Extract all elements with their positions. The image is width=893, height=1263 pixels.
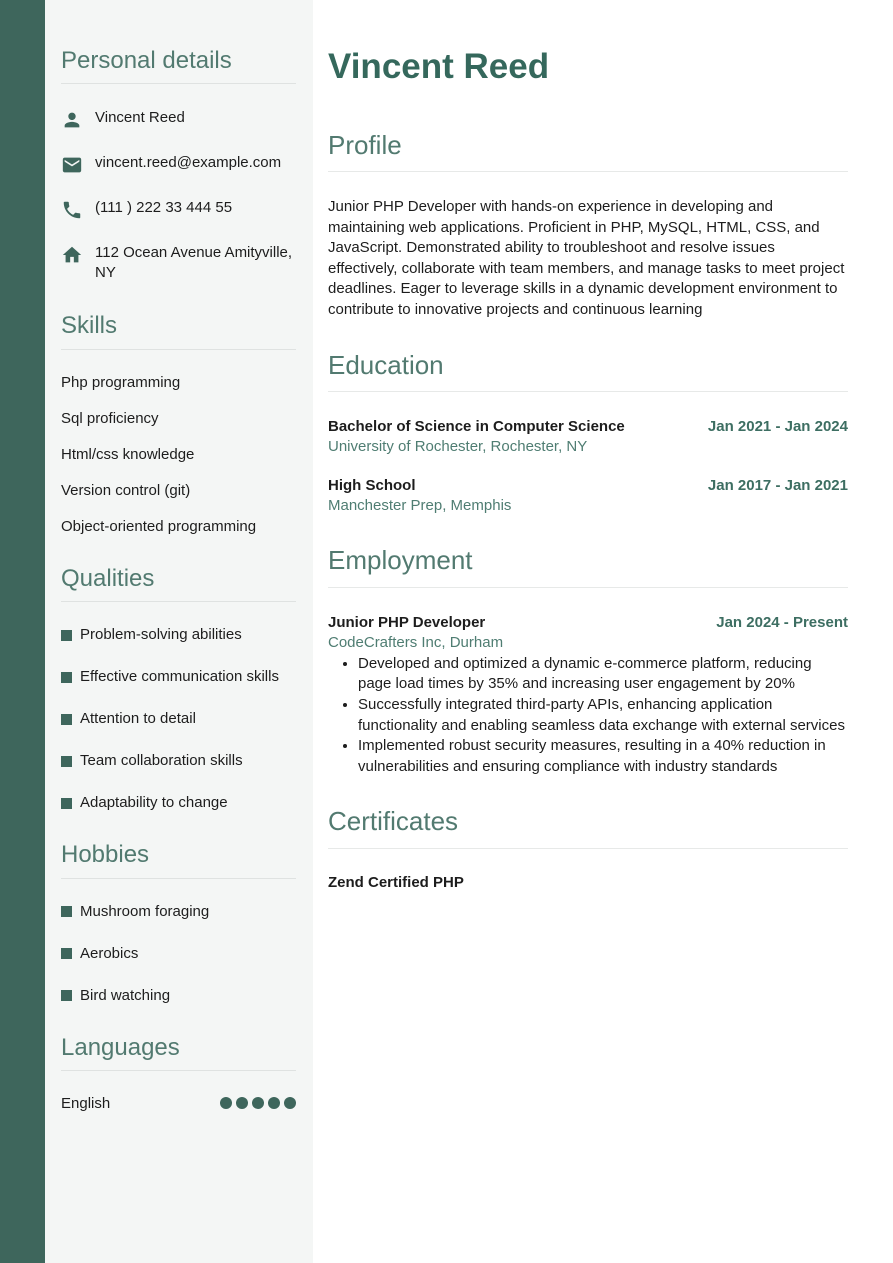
contact-row-name: [61, 108, 296, 131]
home-icon: [61, 244, 83, 266]
quality-item: Attention to detail: [61, 710, 296, 728]
degree-title: High School: [328, 477, 416, 495]
language-name: English: [61, 1094, 111, 1112]
certificate-item: Zend Certified PHP: [328, 874, 464, 891]
contact-phone: (111 ) 222 33 444 55: [95, 199, 233, 217]
accent-stripe: [0, 0, 45, 1263]
hobby-item: Mushroom foraging: [61, 903, 296, 921]
person-icon: [61, 109, 83, 131]
quality-item: Team collaboration skills: [61, 752, 296, 770]
divider: [328, 391, 848, 392]
skills-section: [61, 313, 296, 535]
job-achievement: • Implemented robust security measures, resulting in a 40% reduction in vulnerabilities and ensuring compliance with industry standards: [358, 736, 848, 777]
school-name: University of Rochester, Rochester, NY: [328, 438, 588, 456]
certificates-heading: Certificates: [328, 806, 459, 837]
profile-text: Junior PHP Developer with hands-on experience in developing and maintaining web applications. Proficient in PHP, MySQL, HTML, CSS, and JavaScript. Demonstrated ability to troubleshoot and resolve issues effectively, collaborate with team members, and manage tasks to meet project deadlines. Eager to leverage skills in a dynamic development environment to contribute to innovative projects and continuous learning: [328, 198, 845, 319]
employment-heading: Employment: [328, 545, 473, 576]
square-bullet-icon: [61, 906, 72, 917]
qualities-heading: Qualities: [61, 564, 155, 592]
hobbies-heading: Hobbies: [61, 841, 150, 869]
language-row: [61, 1095, 296, 1112]
hobby-item: Bird watching: [61, 987, 296, 1005]
main-content: [313, 0, 893, 1263]
phone-icon: [61, 199, 83, 221]
profile-section: [328, 131, 848, 321]
contact-row-phone: [61, 198, 296, 221]
job-achievement: • Successfully integrated third-party APIs, enhancing application functionality and enabling seamless data exchange with external services: [358, 695, 848, 736]
contact-email: vincent.reed@example.com: [95, 154, 282, 172]
language-level-dot: [252, 1097, 264, 1109]
email-icon: [61, 154, 83, 176]
language-level-indicator: [220, 1097, 296, 1109]
square-bullet-icon: [61, 630, 72, 641]
divider: [61, 349, 296, 350]
education-dates: Jan 2017 - Jan 2021: [707, 477, 848, 495]
employment-section: [328, 546, 848, 777]
divider: [61, 878, 296, 879]
contact-name: Vincent Reed: [95, 109, 185, 127]
language-level-dot: [268, 1097, 280, 1109]
education-dates: Jan 2021 - Jan 2024: [707, 418, 848, 436]
education-entry: [328, 476, 848, 516]
square-bullet-icon: [61, 948, 72, 959]
education-section: [328, 351, 848, 517]
language-level-dot: [236, 1097, 248, 1109]
divider: [61, 601, 296, 602]
contact-row-email: [61, 153, 296, 176]
quality-item: Adaptability to change: [61, 794, 296, 812]
skill-item: Php programming: [61, 373, 181, 391]
divider: [328, 171, 848, 172]
company-name: CodeCrafters Inc, Durham: [328, 633, 504, 651]
employment-dates: Jan 2024 - Present: [716, 613, 848, 631]
contact-row-address: [61, 243, 296, 283]
school-name: Manchester Prep, Memphis: [328, 497, 512, 515]
skill-item: Version control (git): [61, 481, 191, 499]
education-heading: Education: [328, 349, 444, 380]
job-title: Junior PHP Developer: [328, 613, 486, 631]
skill-item: Object-oriented programming: [61, 517, 257, 535]
education-entry: [328, 417, 848, 457]
skill-item: Sql proficiency: [61, 409, 159, 427]
contact-address: 112 Ocean Avenue Amityville, NY: [95, 244, 293, 282]
certificates-section: [328, 807, 848, 891]
profile-heading: Profile: [328, 129, 402, 160]
language-level-dot: [284, 1097, 296, 1109]
divider: [61, 83, 296, 84]
quality-item: Effective communication skills: [61, 668, 296, 686]
hobby-item: Aerobics: [61, 945, 296, 963]
sidebar: [45, 0, 313, 1263]
employment-entry: [328, 613, 848, 778]
square-bullet-icon: [61, 756, 72, 767]
job-achievement: • Developed and optimized a dynamic e-commerce platform, reducing page load times by 35% and increasing user engagement by 20%: [358, 654, 848, 695]
skills-heading: Skills: [61, 312, 118, 340]
divider: [61, 1070, 296, 1071]
divider: [328, 848, 848, 849]
languages-heading: Languages: [61, 1033, 180, 1061]
hobbies-section: [61, 842, 296, 1004]
qualities-section: [61, 566, 296, 812]
skill-item: Html/css knowledge: [61, 445, 195, 463]
square-bullet-icon: [61, 714, 72, 725]
square-bullet-icon: [61, 798, 72, 809]
square-bullet-icon: [61, 990, 72, 1001]
languages-section: [61, 1035, 296, 1112]
square-bullet-icon: [61, 672, 72, 683]
personal-details-heading: Personal details: [61, 47, 232, 74]
job-achievements-list: [328, 654, 848, 778]
degree-title: Bachelor of Science in Computer Science: [328, 418, 625, 436]
language-level-dot: [220, 1097, 232, 1109]
personal-details-section: [61, 48, 296, 283]
quality-item: Problem-solving abilities: [61, 626, 296, 644]
divider: [328, 587, 848, 588]
candidate-name: Vincent Reed: [328, 47, 550, 86]
